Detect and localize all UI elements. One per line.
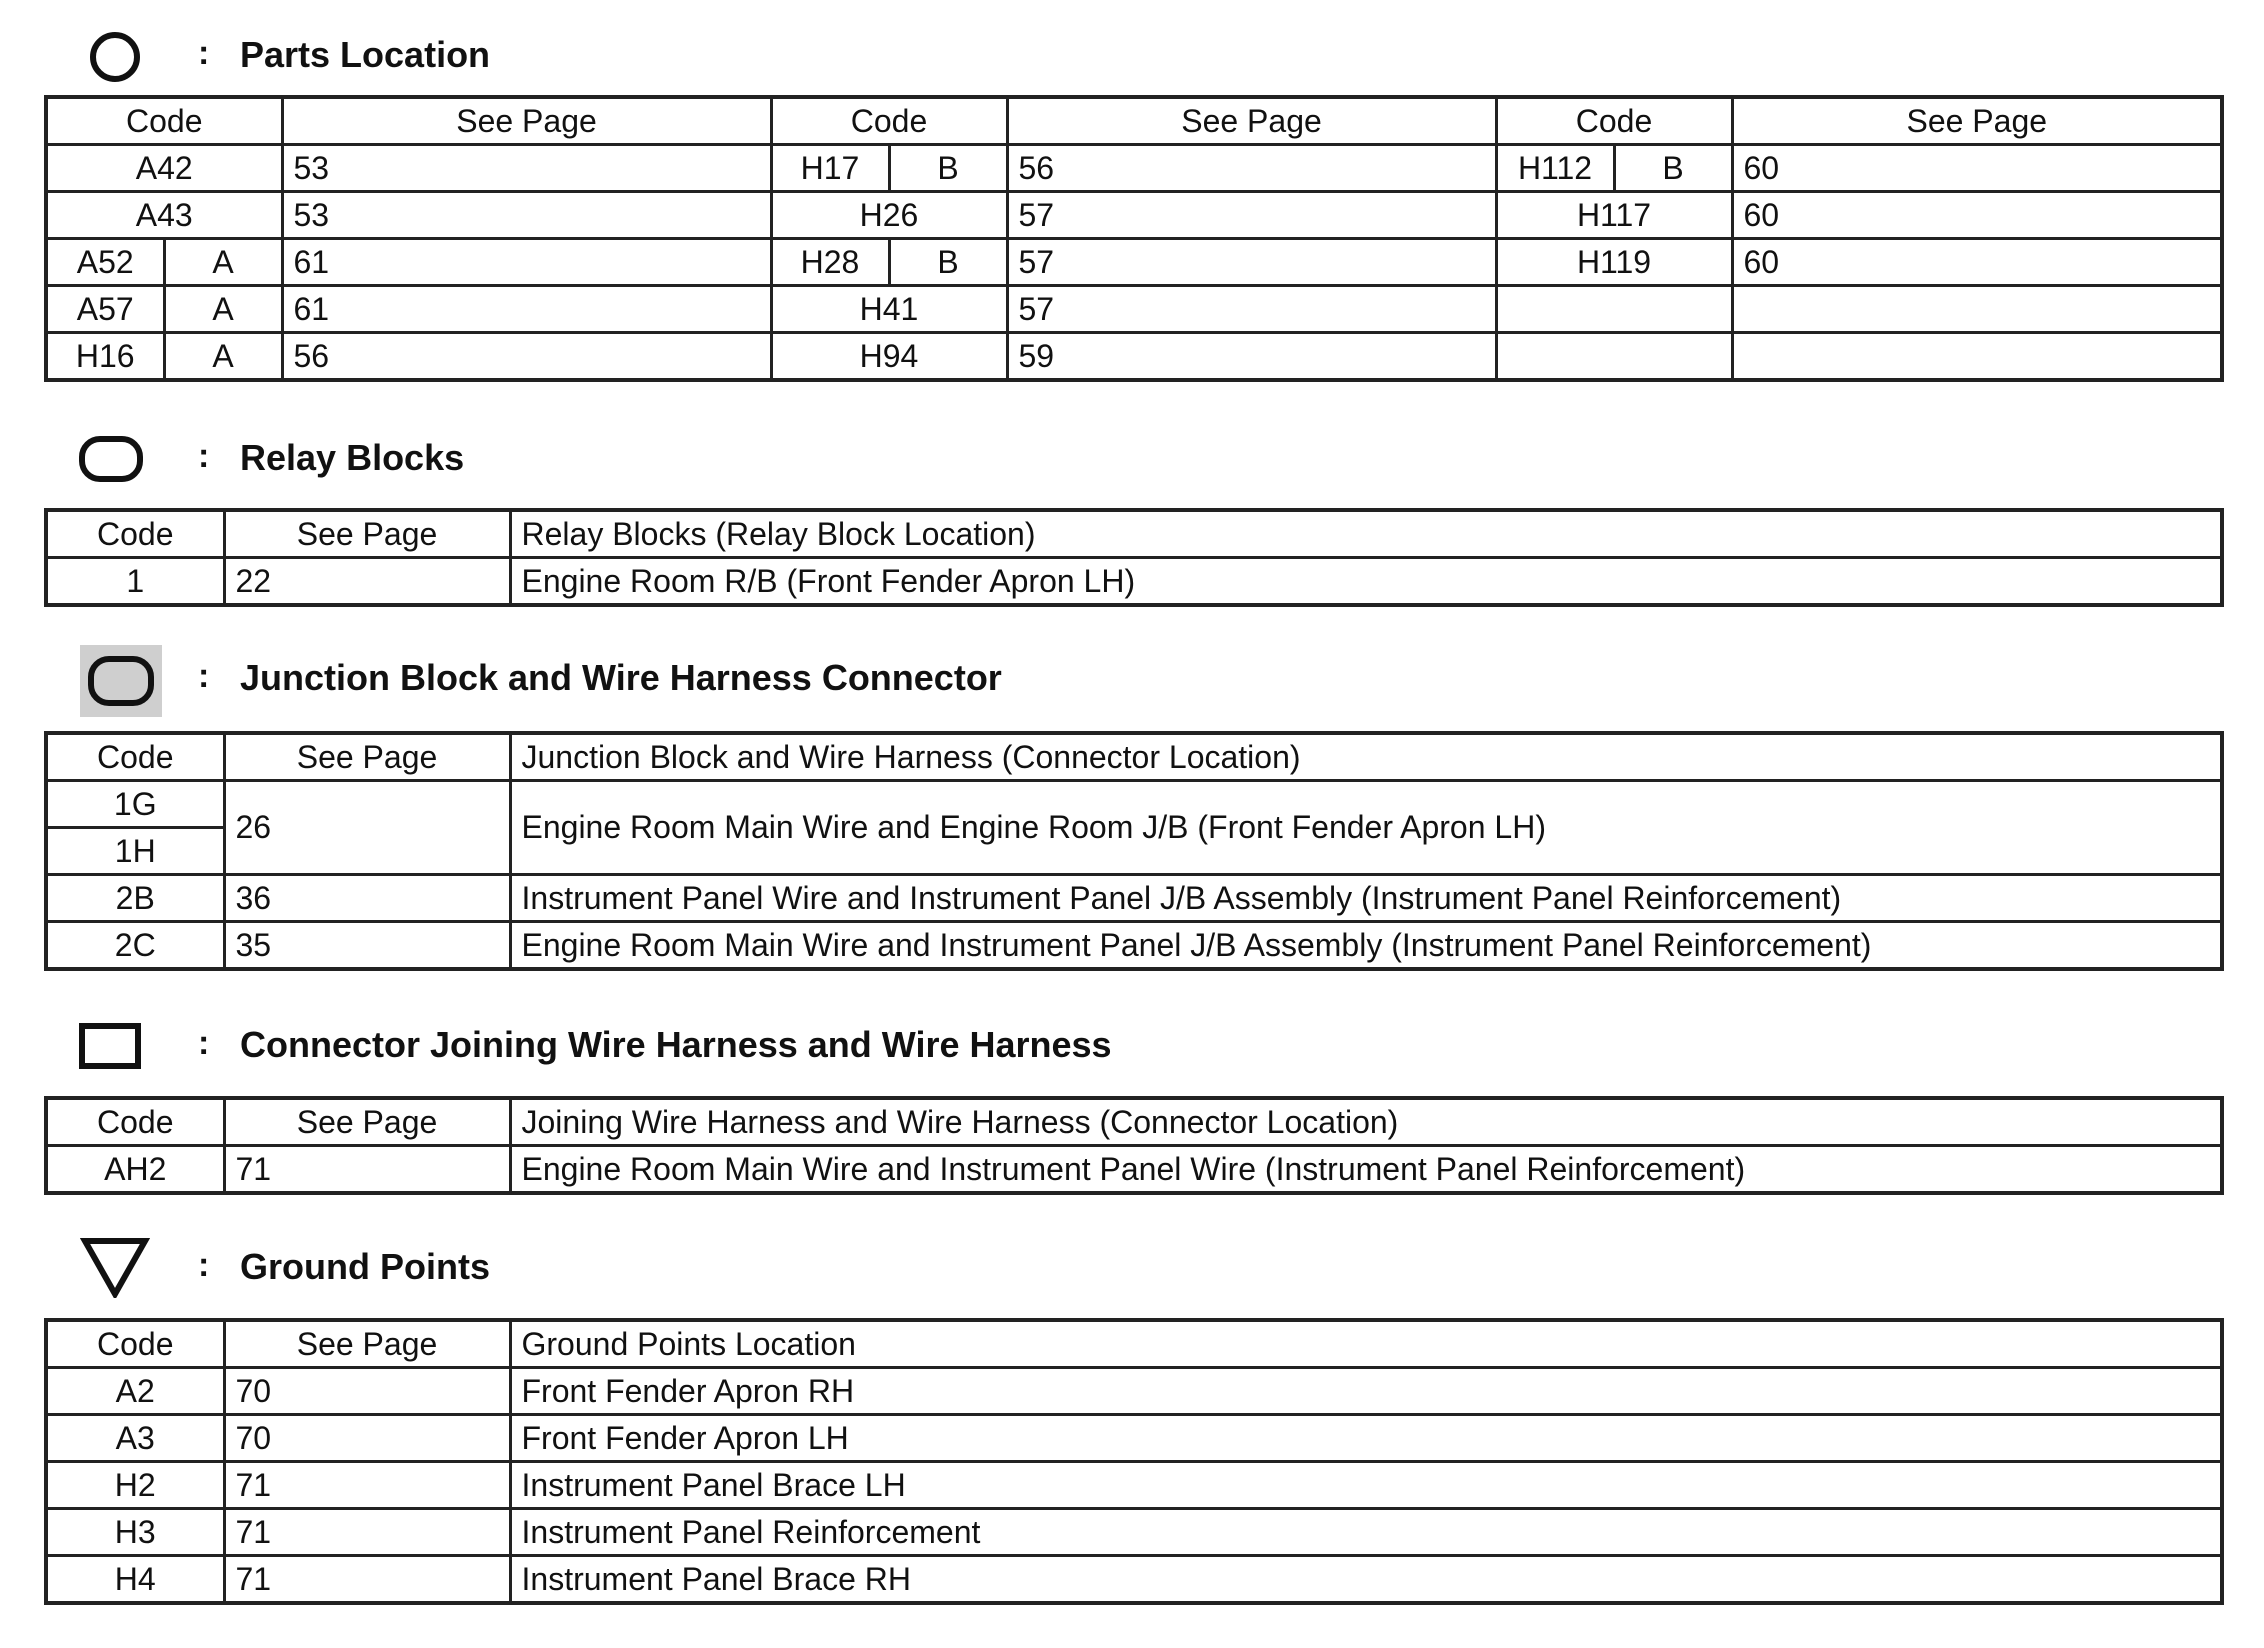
junction-block-header [0, 645, 2264, 715]
colon: : [198, 1246, 210, 1284]
ground-points-table [44, 1318, 2224, 1605]
page-cell: 70 [224, 1415, 510, 1462]
code-cell: H3 [46, 1509, 224, 1556]
header-see-page: See Page [1732, 97, 2222, 145]
colon: : [198, 1024, 210, 1062]
description-cell: Front Fender Apron LH [510, 1415, 2222, 1462]
code-cell: H4 [46, 1556, 224, 1604]
relay-blocks-header [0, 425, 2264, 495]
table-row [46, 1509, 2222, 1556]
table-header-row [46, 1098, 2222, 1146]
code-cell: H2 [46, 1462, 224, 1509]
parts-location-header [0, 24, 2264, 94]
table-row [46, 781, 2222, 828]
code-cell: A57 [46, 286, 164, 333]
table-row [46, 558, 2222, 606]
code-cell: 2C [46, 922, 224, 970]
page-cell: 56 [1007, 145, 1496, 192]
section-title: Relay Blocks [240, 437, 465, 478]
header-see-page: See Page [224, 1098, 510, 1146]
table-row [46, 239, 2222, 286]
page-cell: 61 [282, 286, 771, 333]
header-see-page: See Page [224, 510, 510, 558]
code-cell: H94 [771, 333, 1007, 381]
page-cell: 56 [282, 333, 771, 381]
description-cell: Instrument Panel Reinforcement [510, 1509, 2222, 1556]
table-row [46, 1368, 2222, 1415]
code-cell: H16 [46, 333, 164, 381]
code-cell: A43 [46, 192, 282, 239]
section-title: Connector Joining Wire Harness and Wire Harness [240, 1024, 1112, 1065]
header-description: Joining Wire Harness and Wire Harness (Connector Location) [510, 1098, 2222, 1146]
page-cell: 35 [224, 922, 510, 970]
header-description: Junction Block and Wire Harness (Connector Location) [510, 733, 2222, 781]
page-cell: 53 [282, 192, 771, 239]
table-row [46, 1415, 2222, 1462]
header-description: Relay Blocks (Relay Block Location) [510, 510, 2222, 558]
table-row [46, 192, 2222, 239]
page-cell: 57 [1007, 239, 1496, 286]
description-cell: Engine Room Main Wire and Engine Room J/B (Front Fender Apron LH) [510, 781, 2222, 875]
code-cell: H17 [771, 145, 889, 192]
circle-icon [88, 30, 142, 84]
sub-code-cell: B [889, 145, 1007, 192]
page-cell: 57 [1007, 286, 1496, 333]
sub-code-cell: B [1614, 145, 1732, 192]
table-row [46, 922, 2222, 970]
description-cell: Instrument Panel Wire and Instrument Panel J/B Assembly (Instrument Panel Reinforcement) [510, 875, 2222, 922]
rounded-rect-icon [78, 435, 144, 483]
header-see-page: See Page [1007, 97, 1496, 145]
header-code: Code [46, 733, 224, 781]
page-cell: 57 [1007, 192, 1496, 239]
code-cell: AH2 [46, 1146, 224, 1194]
table-row [46, 1462, 2222, 1509]
code-cell: 2B [46, 875, 224, 922]
code-cell: H26 [771, 192, 1007, 239]
header-see-page: See Page [282, 97, 771, 145]
page-cell: 26 [224, 781, 510, 875]
page-cell: 71 [224, 1556, 510, 1604]
section-title: Parts Location [240, 34, 491, 75]
page-cell: 36 [224, 875, 510, 922]
page-cell: 60 [1732, 145, 2222, 192]
code-cell: H28 [771, 239, 889, 286]
description-cell: Front Fender Apron RH [510, 1368, 2222, 1415]
header-code: Code [46, 1098, 224, 1146]
relay-blocks-table [44, 508, 2224, 607]
description-cell: Engine Room Main Wire and Instrument Panel Wire (Instrument Panel Reinforcement) [510, 1146, 2222, 1194]
code-cell: 1H [46, 828, 224, 875]
code-cell: 1 [46, 558, 224, 606]
code-cell [1496, 286, 1732, 333]
page-cell: 61 [282, 239, 771, 286]
sub-code-cell: A [164, 286, 282, 333]
code-cell: A52 [46, 239, 164, 286]
header-code: Code [46, 97, 282, 145]
junction-block-table [44, 731, 2224, 971]
page-cell: 60 [1732, 239, 2222, 286]
table-header-row [46, 1320, 2222, 1368]
code-cell: H41 [771, 286, 1007, 333]
code-cell: H112 [1496, 145, 1614, 192]
connector-joining-header [0, 1010, 2264, 1080]
description-cell: Instrument Panel Brace RH [510, 1556, 2222, 1604]
table-header-row [46, 733, 2222, 781]
code-cell [1496, 333, 1732, 381]
table-row [46, 286, 2222, 333]
header-description: Ground Points Location [510, 1320, 2222, 1368]
table-row [46, 1146, 2222, 1194]
parts-location-table [44, 95, 2224, 382]
code-cell: 1G [46, 781, 224, 828]
page-cell: 71 [224, 1462, 510, 1509]
page-cell: 59 [1007, 333, 1496, 381]
table-header-row [46, 97, 2222, 145]
table-row [46, 333, 2222, 381]
section-title: Ground Points [240, 1246, 490, 1287]
header-code: Code [46, 510, 224, 558]
table-row [46, 875, 2222, 922]
code-cell: A2 [46, 1368, 224, 1415]
sub-code-cell: A [164, 333, 282, 381]
page-cell: 22 [224, 558, 510, 606]
header-code: Code [1496, 97, 1732, 145]
description-cell: Engine Room R/B (Front Fender Apron LH) [510, 558, 2222, 606]
code-cell: H119 [1496, 239, 1732, 286]
page-cell: 71 [224, 1146, 510, 1194]
table-row [46, 145, 2222, 192]
page-cell: 60 [1732, 192, 2222, 239]
page-cell [1732, 286, 2222, 333]
description-cell: Engine Room Main Wire and Instrument Panel J/B Assembly (Instrument Panel Reinforcement) [510, 922, 2222, 970]
triangle-down-icon [80, 1236, 150, 1298]
colon: : [198, 437, 210, 475]
page-cell: 71 [224, 1509, 510, 1556]
page-cell: 70 [224, 1368, 510, 1415]
section-title: Junction Block and Wire Harness Connector [240, 657, 1002, 698]
header-code: Code [46, 1320, 224, 1368]
colon: : [198, 34, 210, 72]
connector-joining-table [44, 1096, 2224, 1195]
shaded-rounded-rect-icon [80, 645, 162, 717]
header-see-page: See Page [224, 1320, 510, 1368]
rectangle-icon [78, 1022, 142, 1070]
page-cell [1732, 333, 2222, 381]
table-header-row [46, 510, 2222, 558]
code-cell: A42 [46, 145, 282, 192]
code-cell: H117 [1496, 192, 1732, 239]
description-cell: Instrument Panel Brace LH [510, 1462, 2222, 1509]
page-cell: 53 [282, 145, 771, 192]
table-row [46, 1556, 2222, 1604]
header-code: Code [771, 97, 1007, 145]
header-see-page: See Page [224, 733, 510, 781]
ground-points-header [0, 1232, 2264, 1302]
colon: : [198, 657, 210, 695]
code-cell: A3 [46, 1415, 224, 1462]
sub-code-cell: A [164, 239, 282, 286]
sub-code-cell: B [889, 239, 1007, 286]
